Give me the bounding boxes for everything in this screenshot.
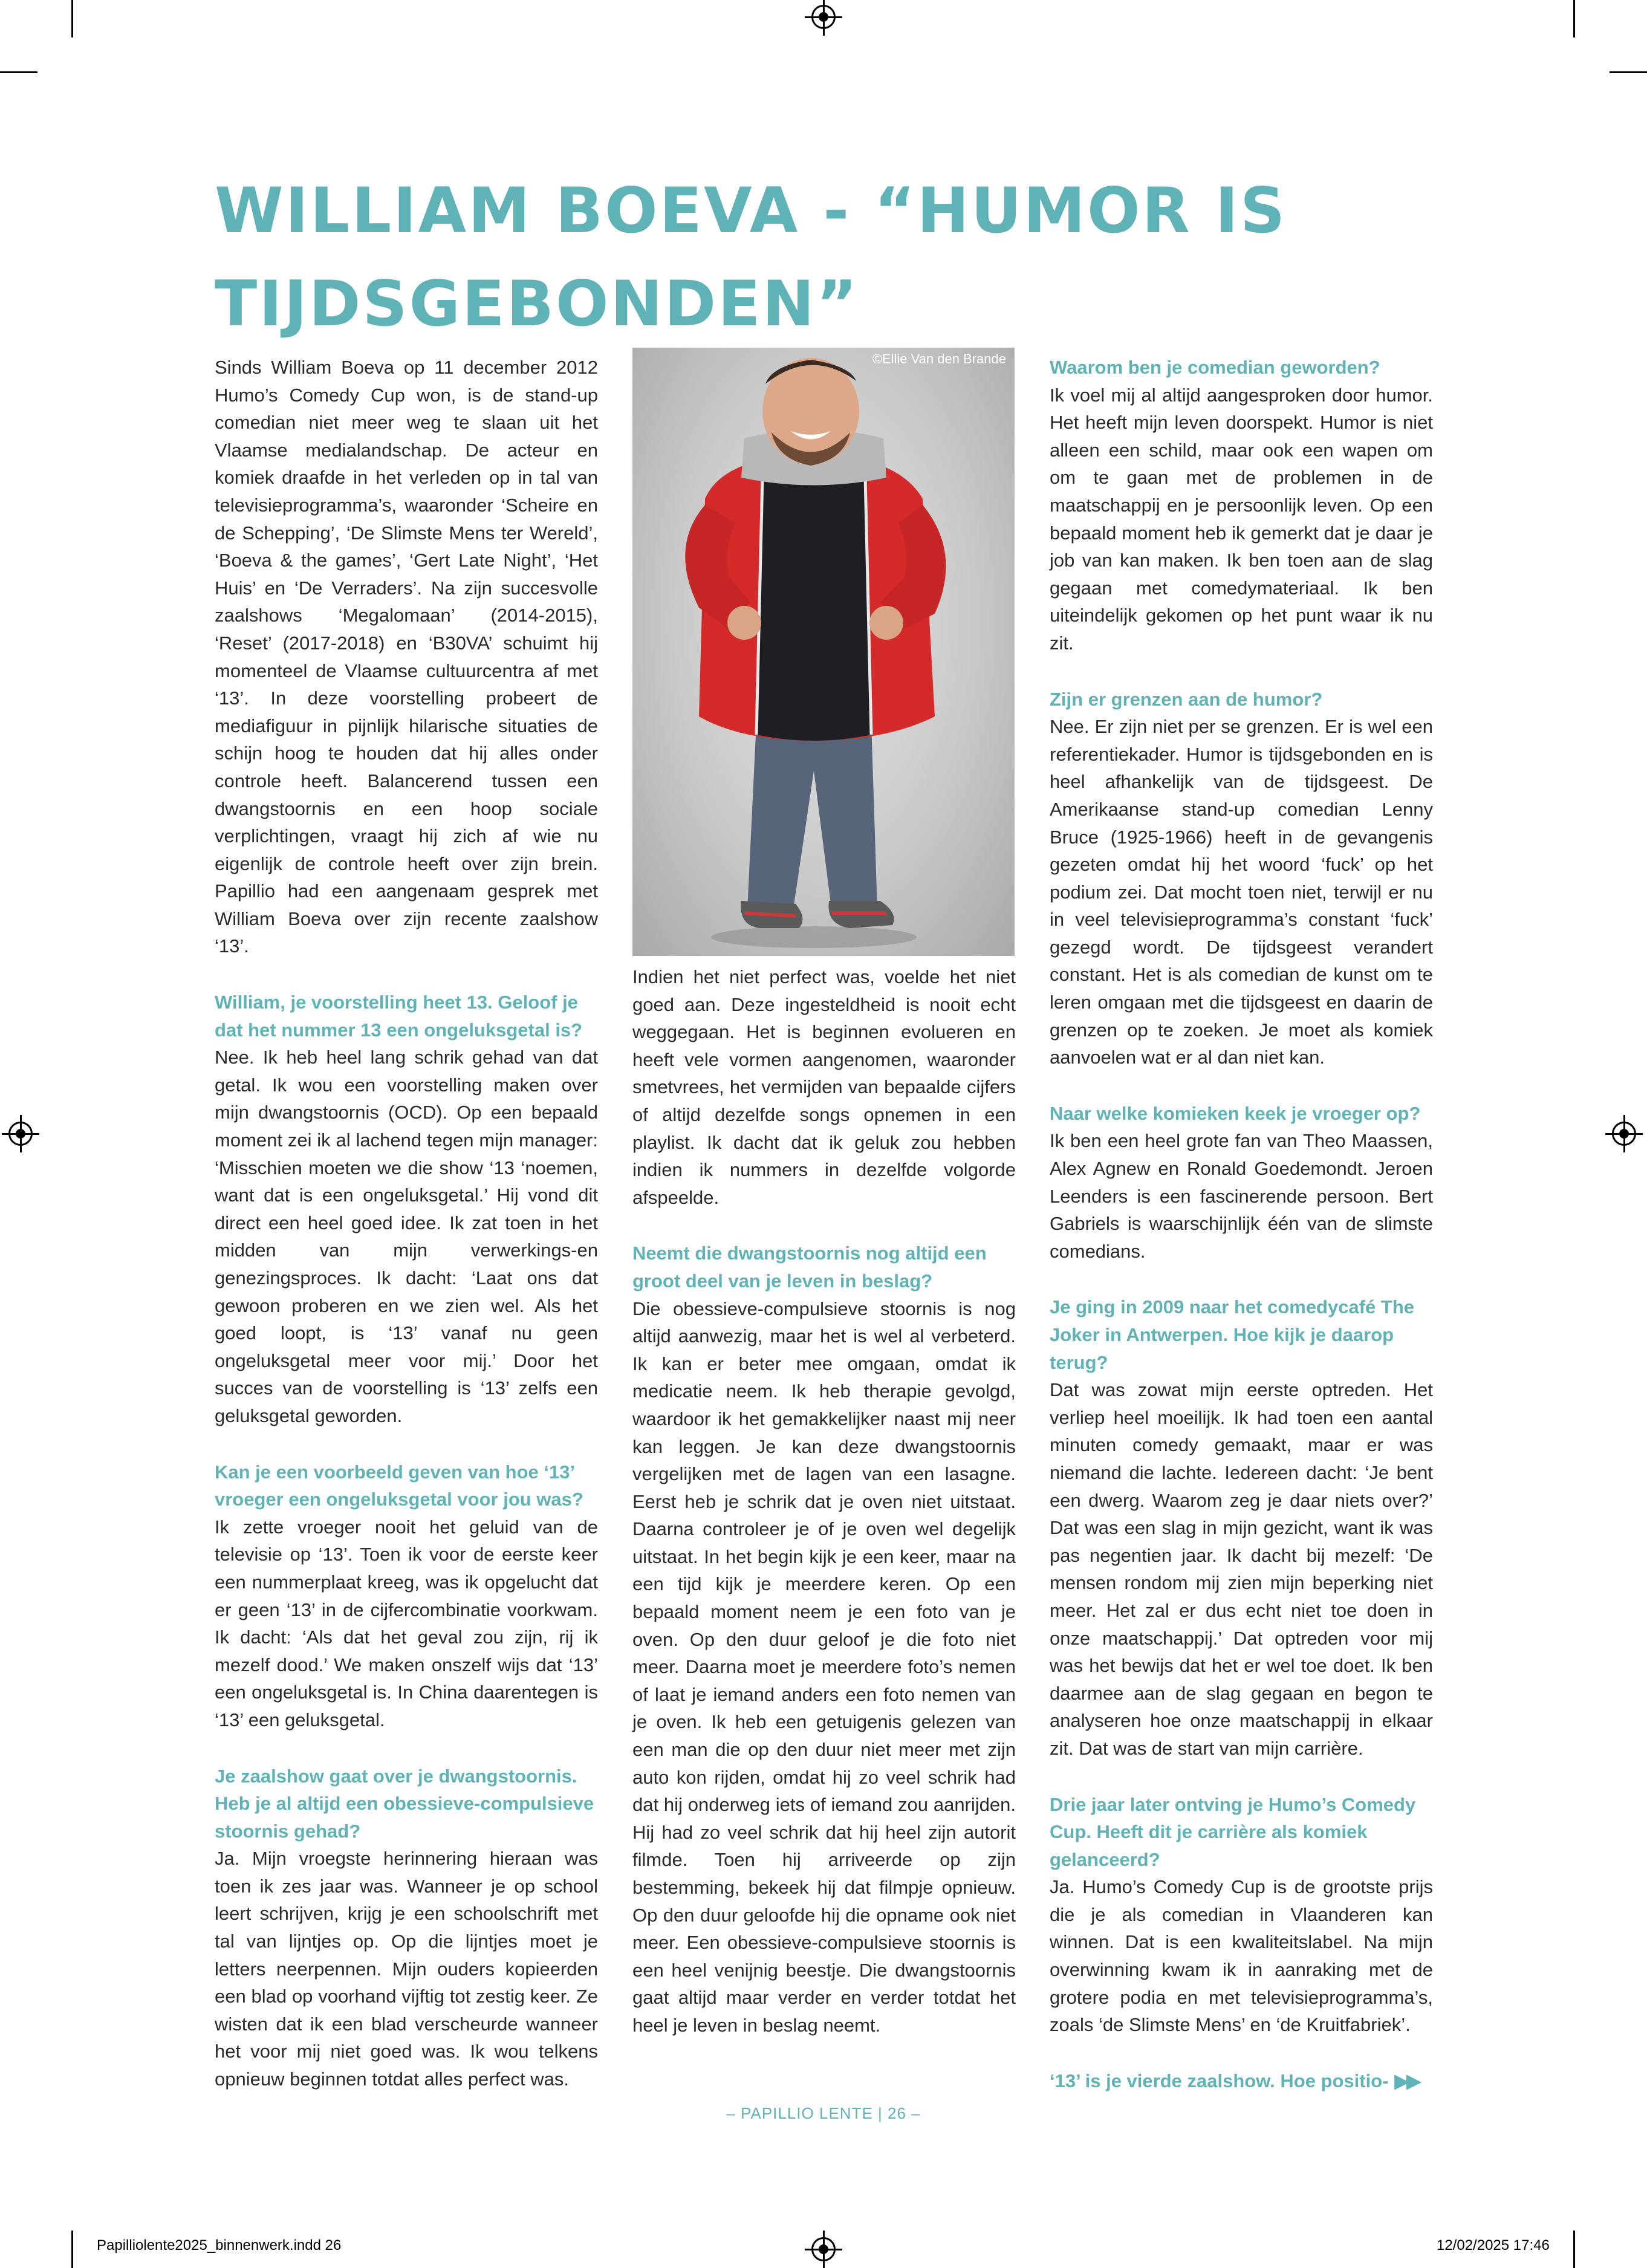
registration-mark-icon xyxy=(8,1122,33,1146)
answer-paragraph: Ja. Humo’s Comedy Cup is de grootste prijs die je als comedian in Vlaanderen kan winnen. Dat is een kwaliteitslabel. Na mijn overwinning kwam ik in aanraking met de grotere podia en met televisieprogramma’s, zoals ‘de Slimste Mens’ en ‘de Kruitfabriek’. xyxy=(1050,1876,1433,2036)
question-text: ‘13’ is je vierde zaalshow. Hoe positio- xyxy=(1050,2070,1389,2091)
comedian-illustration xyxy=(632,348,1015,956)
crop-mark xyxy=(1573,2231,1575,2268)
crop-mark xyxy=(71,0,73,37)
article-column-1 xyxy=(215,354,598,2093)
question-heading: Drie jaar later ontving je Humo’s Comedy Cup. Heeft dit je carrière als komiek gelanceerd? xyxy=(1050,1793,1416,1870)
slug-date: 12/02/2025 17:46 xyxy=(1437,2237,1550,2253)
answer-paragraph: Ik ben een heel grote fan van Theo Maassen, Alex Agnew en Ronald Goedemondt. Jeroen Leenders is een fascinerende persoon. Bert Gabriels is waarschijnlijk één van de slimste comedians. xyxy=(1050,1130,1433,1262)
answer-paragraph: Die obessieve-compulsieve stoornis is nog altijd aanwezig, maar het is wel al verbeterd. Ik kan er beter mee omgaan, omdat ik medicatie neem. Ik heb therapie gevolgd, waardoor ik het gemakkelijker naast mij neer kan leggen. Je kan deze dwangstoornis vergelijken met de lagen van een lasagne. Eerst heb je schrik dat je oven niet uitstaat. Daarna controleer je of je oven wel degelijk uitstaat. In het begin kijk je een keer, maar na een tijd kijk je meerdere keren. Op een bepaald moment neem je een foto van je oven. Op den duur geloof je die foto niet meer. Daarna moet je meerdere foto’s nemen of laat je iemand anders een foto nemen van je oven. Ik heb een getuigenis gelezen van een man die op den duur niet meer met zijn auto kon rijden, omdat hij zo veel schrik had dat hij onderweg iets of iemand zou aanrijden. Hij had zo veel schrik dat hij heel zijn autorit filmde. Toen hij arriveerde op zijn bestemming, bekeek hij dat filmpje opnieuw. Op den duur geloofde hij die opname ook niet meer. Een obessieve-compulsieve stoornis is een heel venijnig beestje. Die dwangstoornis gaat altijd maar verder en verder totdat het heel je leven in beslag neemt. xyxy=(632,1298,1016,2036)
crop-mark xyxy=(1573,0,1575,37)
question-heading-continued xyxy=(1050,2067,1433,2095)
photo-credit: ©Ellie Van den Brande xyxy=(872,351,1006,366)
question-heading: Je ging in 2009 naar het comedycafé The Joker in Antwerpen. Hoe kijk je daarop terug? xyxy=(1050,1296,1415,1373)
intro-paragraph: Sinds William Boeva op 11 december 2012 Humo’s Comedy Cup won, is de stand-up comedian niet meer weg te slaan uit het Vlaamse medialandschap. De acteur en komiek draafde in het verleden op in tal van televisieprogramma’s, waaronder ‘Scheire en de Schepping’, ‘De Slimste Mens ter Wereld’, ‘Boeva & the games’, ‘Gert Late Night’, ‘Het Huis’ en ‘De Verraders’. Na zijn succesvolle zaalshows ‘Megalomaan’ (2014-2015), ‘Reset’ (2017-2018) en ‘B30VA’ schuimt hij momenteel de Vlaamse cultuurcentra af met ‘13’. In deze voorstelling probeert de mediafiguur in pijnlijk hilarische situaties de schijn hoog te houden dat hij alles onder controle heeft. Balancerend tussen een dwangstoornis en een hoop sociale verplichtingen, vraagt hij zich af wie nu eigenlijk de controle heeft over zijn brein. Papillio had een aangenaam gesprek met William Boeva over zijn recente zaalshow ‘13’. xyxy=(215,357,598,957)
portrait-photo xyxy=(632,348,1015,956)
article-column-2 xyxy=(632,963,1016,2039)
question-heading: Neemt die dwangstoornis nog altijd een groot deel van je leven in beslag? xyxy=(632,1243,987,1292)
question-heading: Je zaalshow gaat over je dwangstoornis. Heb je al altijd een obessieve-compulsieve stoornis gehad? xyxy=(215,1765,594,1842)
answer-paragraph: Ja. Mijn vroegste herinnering hieraan was toen ik zes jaar was. Wanneer je op school leert schrijven, krijg je een schoolschrift met tal van lijntjes op. Op die lijntjes moet je letters neerpennen. Mijn ouders kopieerden een blad op voorhand vijftig tot zestig keer. Ze wisten dat ik een blad verscheurde wanneer het voor mij niet goed was. Ik wou telkens opnieuw beginnen totdat alles perfect was. xyxy=(215,1848,598,2090)
question-heading: William, je voorstelling heet 13. Geloof je dat het nummer 13 een ongeluksgetal is? xyxy=(215,992,583,1041)
answer-paragraph: Ik voel mij al altijd aangesproken door humor. Het heeft mijn leven doorspekt. Humor is niet alleen een schild, maar ook een wapen om om te gaan met de problemen in de maatschappij en je persoonlijk leven. Op een bepaald moment heb ik gemerkt dat je daar je job van kan maken. Ik ben toen aan de slag gegaan met comedymateriaal. Ik ben uiteindelijk gekomen op het punt waar ik nu zit. xyxy=(1050,384,1433,654)
answer-paragraph: Nee. Er zijn niet per se grenzen. Er is wel een referentiekader. Humor is tijdsgebonden en is heel afhankelijk van de tijdsgeest. De Amerikaanse stand-up comedian Lenny Bruce (1925-1966) heeft in de gevangenis gezeten omdat hij het woord ‘fuck’ op het podium zei. Dat mocht toen niet, terwijl er nu in veel televisieprogramma’s constant ‘fuck’ gezegd wordt. De tijdsgeest verandert constant. Het is als comedian de kunst om te leren omgaan met die tijdsgeest en daarin de grenzen op te zoeken. Je moet als komiek aanvoelen wat er al dan niet kan. xyxy=(1050,716,1433,1068)
page-footer: – PAPILLIO LENTE | 26 – xyxy=(726,2104,921,2122)
question-heading: Naar welke komieken keek je vroeger op? xyxy=(1050,1102,1421,1124)
continue-arrow-icon: ▶▶ xyxy=(1394,2070,1419,2091)
registration-mark-icon xyxy=(811,2237,836,2261)
crop-mark xyxy=(1610,71,1647,73)
question-heading: Zijn er grenzen aan de humor? xyxy=(1050,688,1323,710)
answer-paragraph: Dat was zowat mijn eerste optreden. Het verliep heel moeilijk. Ik had toen een aantal minuten comedy gemaakt, maar er was niemand die lachte. Iedereen dacht: ‘Je bent een dwerg. Waarom zeg je daar niets over?’ Dat was een slag in mijn gezicht, want ik was pas negentien jaar. Ik dacht bij mezelf: ‘De mensen rondom mij zien mijn beperking niet meer. Het zal er dus echt niet toe doen in onze maatschappij.’ Dat optreden voor mij was het bewijs dat het er wel toe doet. Ik ben daarmee aan de slag gegaan en begon te analyseren hoe onze maatschappij in elkaar zit. Dat was de start van mijn carrière. xyxy=(1050,1379,1433,1759)
crop-mark xyxy=(71,2231,73,2268)
question-heading: Waarom ben je comedian geworden? xyxy=(1050,357,1380,378)
question-heading: Kan je een voorbeeld geven van hoe ‘13’ vroeger een ongeluksgetal voor jou was? xyxy=(215,1461,583,1510)
slug-filename: Papilliolente2025_binnenwerk.indd 26 xyxy=(97,2237,342,2253)
registration-mark-icon xyxy=(811,5,836,29)
article-title: WILLIAM BOEVA - “HUMOR IS TIJDSGEBONDEN” xyxy=(215,175,1287,340)
answer-paragraph: Nee. Ik heb heel lang schrik gehad van dat getal. Ik wou een voorstelling maken over mijn dwangstoornis (OCD). Op een bepaald moment zei ik al lachend tegen mijn manager: ‘Misschien moeten we die show ‘13 ‘noemen, want dat is een ongeluksgetal.’ Hij vond dit direct een heel goed idee. Ik zat toen in het midden van mijn verwerkings-en genezingsproces. Ik dacht: ‘Laat ons dat gewoon proberen en we zien wel. Als het goed loopt, is ‘13’ vanaf nu geen ongeluksgetal meer voor mij.’ Door het succes van de voorstelling is ‘13’ zelfs een geluksgetal geworden. xyxy=(215,1047,598,1426)
article-column-3 xyxy=(1050,354,1433,2094)
crop-mark xyxy=(0,71,37,73)
answer-paragraph: Ik zette vroeger nooit het geluid van de televisie op ‘13’. Toen ik voor de eerste keer een nummerplaat kreeg, was ik opgelucht dat er geen ‘13’ in de cijfercombinatie voorkwam. Ik dacht: ‘Als dat het geval zou zijn, rij ik mezelf dood.’ We maken onszelf wijs dat ‘13’ een ongeluksgetal is. In China daarentegen is ‘13’ een geluksgetal. xyxy=(215,1516,598,1730)
registration-mark-icon xyxy=(1612,1122,1636,1146)
answer-paragraph: Indien het niet perfect was, voelde het niet goed aan. Deze ingesteldheid is nooit echt weggegaan. Het is beginnen evolueren en heeft vele vormen aangenomen, waaronder smetvrees, het vermijden van bepaalde cijfers of altijd dezelfde songs opnemen in een playlist. Ik dacht dat ik geluk zou hebben indien ik nummers in dezelfde volgorde afspeelde. xyxy=(632,966,1016,1208)
